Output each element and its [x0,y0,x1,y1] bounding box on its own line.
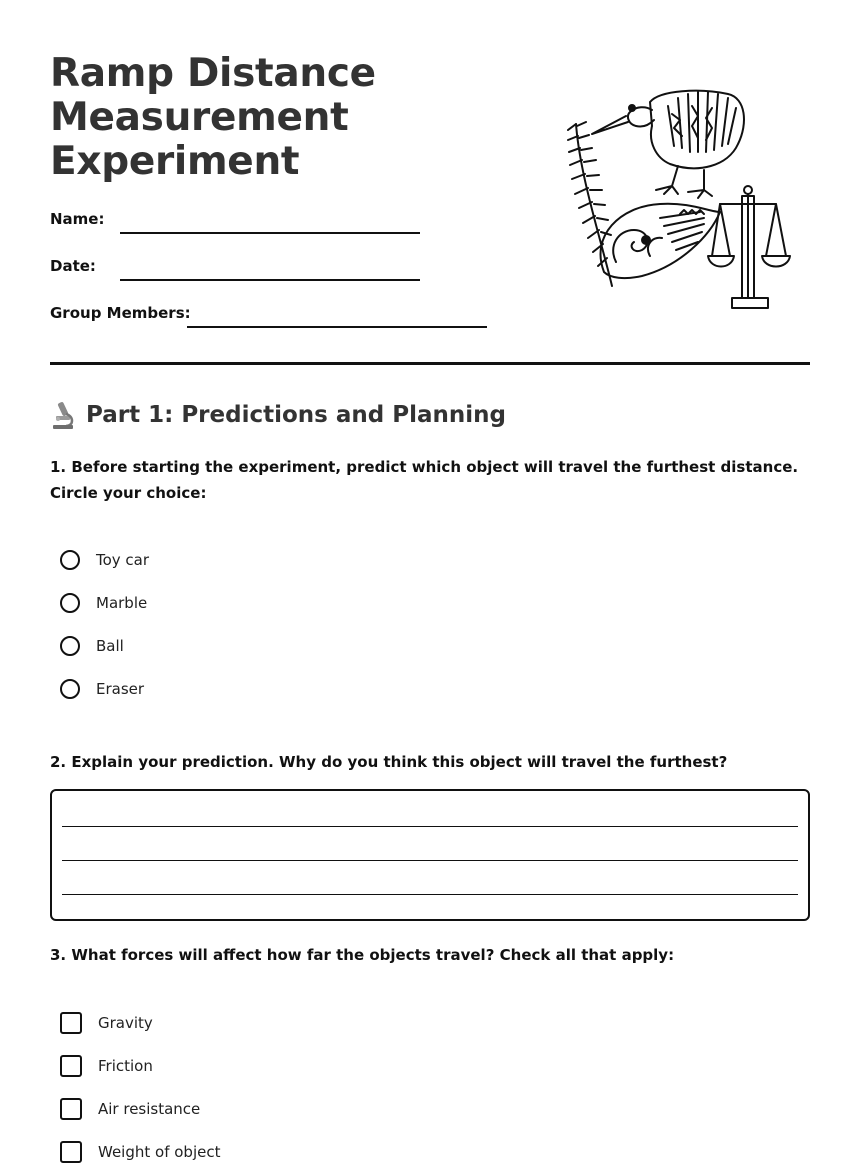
microscope-icon [50,400,76,430]
part1-heading-text: Part 1: Predictions and Planning [86,402,506,428]
date-label: Date: [50,257,96,275]
radio-circle[interactable] [60,679,80,699]
answer-line [62,860,798,861]
koru-pattern-icon [601,204,720,278]
kiwi-bird-icon [592,91,744,198]
name-input-line[interactable] [120,232,420,234]
checkbox[interactable] [60,1012,82,1034]
header-divider [50,362,810,365]
radio-circle[interactable] [60,550,80,570]
option-gravity[interactable] [60,1012,153,1034]
answer-line [62,826,798,827]
option-marble[interactable] [60,593,147,613]
answer-line [62,894,798,895]
option-ball[interactable] [60,636,124,656]
question-2: 2. Explain your prediction. Why do you think this object will travel the furthest? [50,753,728,771]
name-label: Name: [50,210,105,228]
part1-heading [50,400,506,430]
option-label: Weight of object [98,1143,221,1161]
option-label: Marble [96,594,148,612]
option-label: Eraser [96,680,145,698]
checkbox[interactable] [60,1055,82,1077]
fern-frond-icon [568,122,612,286]
option-eraser[interactable] [60,679,144,699]
option-weight-of-object[interactable] [60,1141,220,1163]
checkbox[interactable] [60,1098,82,1120]
checkbox[interactable] [60,1141,82,1163]
group-members-label: Group Members: [50,304,191,322]
option-air-resistance[interactable] [60,1098,200,1120]
radio-circle[interactable] [60,636,80,656]
date-input-line[interactable] [120,279,420,281]
option-toy-car[interactable] [60,550,149,570]
option-label: Gravity [98,1014,153,1032]
radio-circle[interactable] [60,593,80,613]
option-label: Friction [98,1057,153,1075]
option-label: Toy car [96,551,150,569]
option-friction[interactable] [60,1055,153,1077]
question-3: 3. What forces will affect how far the objects travel? Check all that apply: [50,946,675,964]
option-label: Air resistance [98,1100,201,1118]
balance-scale-icon [708,186,790,308]
page-title: Ramp Distance Measurement Experiment [50,51,376,184]
option-label: Ball [96,637,124,655]
kiwi-fern-scale-illustration [560,86,800,314]
group-members-input-line[interactable] [187,326,487,328]
explanation-answer-box[interactable] [50,789,810,921]
question-1: 1. Before starting the experiment, predict which object will travel the furthest distance. Circle your choice: [50,458,799,502]
